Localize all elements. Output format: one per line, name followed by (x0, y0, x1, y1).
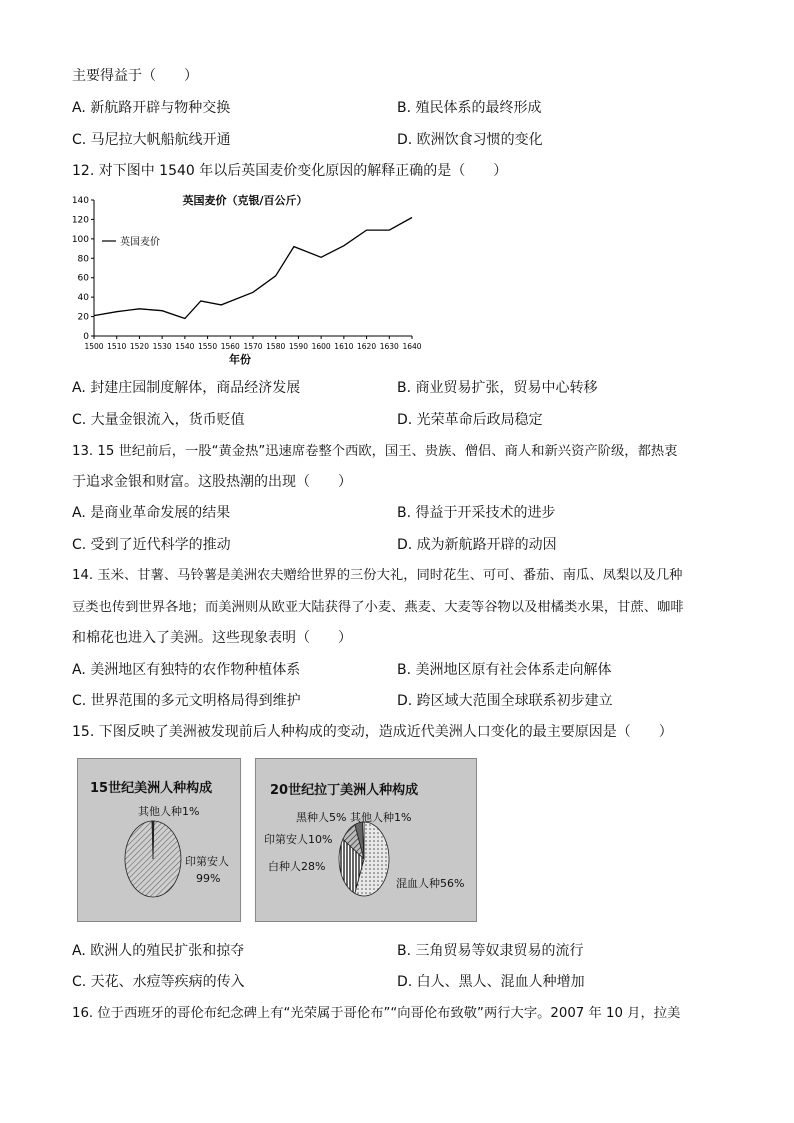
y-tick-label: 40 (77, 293, 89, 304)
q15-stem: 15. 下图反映了美洲被发现前后人种构成的变动，造成近代美洲人口变化的最主要原因是（ ） (72, 724, 673, 740)
pie2-label-black-other: 黑种人5% 其他人种1% (296, 811, 412, 824)
x-tick-label: 1600 (311, 342, 331, 351)
pie2-label-white: 白种人28% (268, 860, 326, 873)
x-tick-label: 1500 (84, 342, 104, 351)
q11-option-d: D. 欧洲饮食习惯的变化 (397, 132, 543, 148)
q12-stem: 12. 对下图中 1540 年以后英国麦价变化原因的解释正确的是（ ） (72, 163, 508, 179)
q11-option-a: A. 新航路开辟与物种交换 (72, 100, 231, 116)
q15-option-c: C. 天花、水痘等疾病的传入 (72, 974, 245, 990)
x-tick-label: 1540 (175, 342, 195, 351)
y-tick-label: 0 (83, 332, 89, 342)
q13-option-d: D. 成为新航路开辟的动因 (397, 537, 557, 553)
legend-label: 英国麦价 (120, 237, 160, 248)
q13-option-c: C. 受到了近代科学的推动 (72, 537, 231, 553)
q11-stem-tail: 主要得益于（ ） (72, 68, 198, 84)
y-tick-label: 120 (72, 215, 89, 226)
q14-option-a: A. 美洲地区有独特的农作物种植体系 (72, 662, 301, 678)
q14-option-c: C. 世界范围的多元文明格局得到维护 (72, 693, 301, 709)
y-tick-label: 60 (77, 273, 89, 284)
x-tick-label: 1530 (152, 342, 172, 351)
q14-option-d: D. 跨区域大范围全球联系初步建立 (397, 693, 613, 709)
x-tick-label: 1570 (243, 342, 263, 351)
y-tick-label: 80 (77, 254, 89, 265)
x-tick-label: 1610 (334, 342, 354, 351)
y-tick-label: 100 (72, 234, 89, 245)
pie1-label-indian-value: 99% (196, 872, 221, 885)
pie1-graphic (78, 759, 240, 921)
series-line-wheat-price (94, 218, 412, 319)
x-tick-label: 1580 (266, 342, 286, 351)
wheat-price-line-chart (72, 190, 422, 365)
q12-option-d: D. 光荣革命后政局稳定 (397, 412, 543, 428)
q13-option-a: A. 是商业革命发展的结果 (72, 505, 231, 521)
q15-option-b: B. 三角贸易等奴隶贸易的流行 (397, 943, 584, 959)
q14-stem-line3: 和棉花也进入了美洲。这些现象表明（ ） (72, 630, 352, 646)
chart-title: 英国麦价（克银/百公斤） (182, 194, 308, 207)
x-tick-label: 1560 (220, 342, 240, 351)
pie2-label-mixed: 混血人种56% (396, 877, 465, 890)
y-tick-label: 140 (72, 196, 89, 206)
q14-stem-line2: 豆类也传到世界各地；而美洲则从欧亚大陆获得了小麦、燕麦、大麦等谷物以及柑橘类水果，甘蔗、咖啡 (72, 600, 684, 615)
pie1-label-indian: 印第安人 (185, 855, 229, 868)
q12-option-a: A. 封建庄园制度解体，商品经济发展 (72, 380, 301, 396)
q14-option-b: B. 美洲地区原有社会体系走向解体 (397, 662, 612, 678)
x-tick-label: 1640 (402, 342, 422, 351)
x-tick-label: 1590 (288, 342, 308, 351)
x-tick-label: 1630 (379, 342, 399, 351)
pie2-title: 20世纪拉丁美洲人种构成 (270, 783, 419, 798)
q16-stem-line1: 16. 位于西班牙的哥伦布纪念碑上有“光荣属于哥伦布”“向哥伦布致敬”两行大字。2007 年 10 月，拉美 (72, 1006, 681, 1021)
q12-option-b: B. 商业贸易扩张，贸易中心转移 (397, 380, 598, 396)
pie-chart-15th-century (77, 758, 241, 922)
q12-option-c: C. 大量金银流入，货币贬值 (72, 412, 245, 428)
q14-stem-line1: 14. 玉米、甘薯、马铃薯是美洲农夫赠给世界的三份大礼，同时花生、可可、番茄、南瓜、凤梨以及几种 (72, 568, 683, 583)
q13-stem-line1: 13. 15 世纪前后，一股“黄金热”迅速席卷整个西欧，国王、贵族、僧侣、商人和新兴资产阶级，都热衷 (72, 444, 678, 459)
pie2-label-indian: 印第安人10% (264, 833, 333, 846)
pie-chart-20th-century (255, 758, 477, 922)
x-axis-label: 年份 (229, 353, 251, 365)
x-tick-label: 1620 (357, 342, 377, 351)
q13-stem-line2: 于追求金银和财富。这股热潮的出现（ ） (72, 474, 352, 490)
q15-option-a: A. 欧洲人的殖民扩张和掠夺 (72, 943, 245, 959)
q13-option-b: B. 得益于开采技术的进步 (397, 505, 556, 521)
x-tick-label: 1510 (107, 342, 127, 351)
q15-option-d: D. 白人、黑人、混血人种增加 (397, 974, 585, 990)
pie1-label-other: 其他人种1% (138, 805, 200, 818)
x-tick-label: 1520 (129, 342, 149, 351)
y-tick-label: 20 (77, 312, 89, 323)
pie1-title: 15世纪美洲人种构成 (90, 781, 213, 796)
x-tick-label: 1550 (198, 342, 218, 351)
q11-option-b: B. 殖民体系的最终形成 (397, 100, 542, 116)
q11-option-c: C. 马尼拉大帆船航线开通 (72, 132, 231, 148)
